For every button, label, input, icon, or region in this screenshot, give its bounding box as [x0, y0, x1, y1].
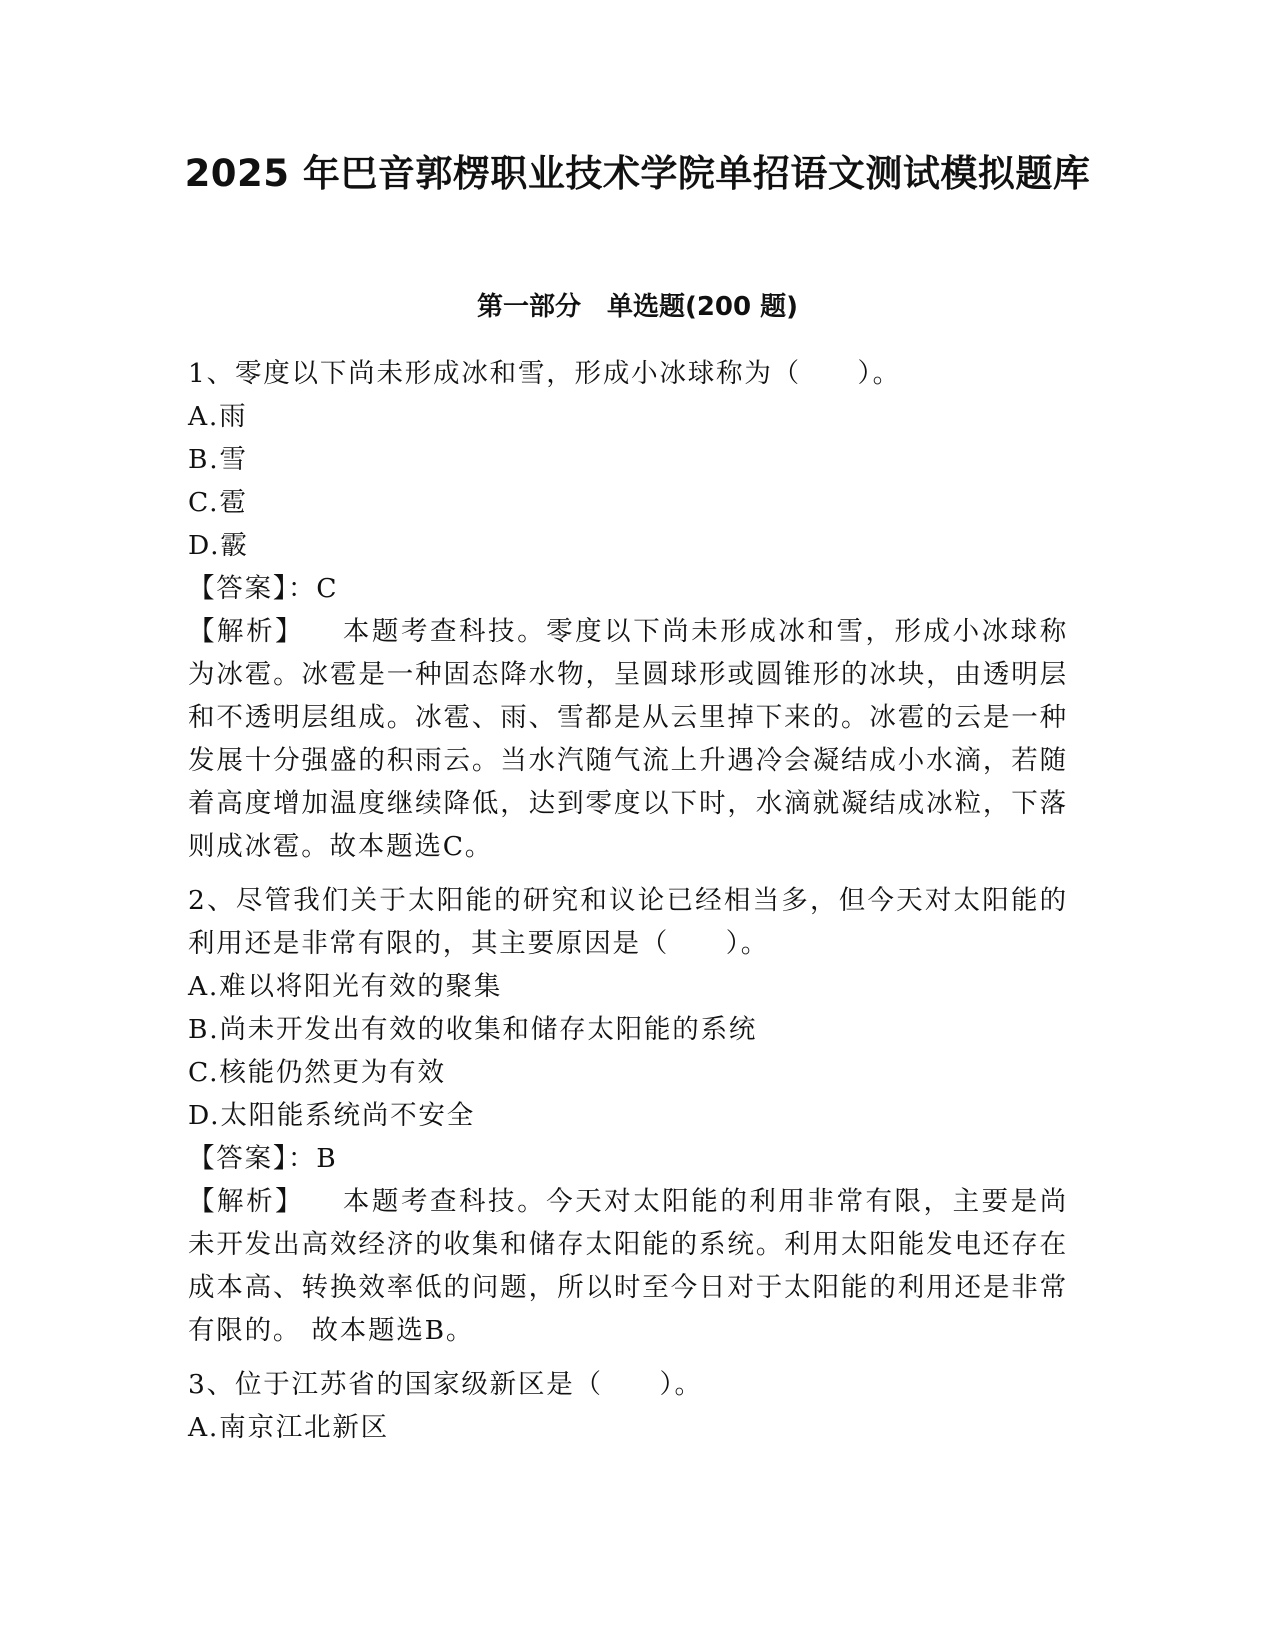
analysis-text: 本题考查科技。今天对太阳能的利用非常有限，主要是尚未开发出高效经济的收集和储存太阳能的系统。利用太阳能发电还存在成本高、转换效率低的问题，所以时至今日对于太阳能的利用还是非常有限的。 故本题选B。 [188, 1186, 1068, 1346]
analysis-paragraph [188, 1180, 1068, 1352]
analysis-text: 本题考查科技。零度以下尚未形成冰和雪，形成小冰球称为冰雹。冰雹是一种固态降水物，呈圆球形或圆锥形的冰块，由透明层和不透明层组成。冰雹、雨、雪都是从云里掉下来的。冰雹的云是一种发展十分强盛的积雨云。当水汽随气流上升遇冷会凝结成小水滴，若随着高度增加温度继续降低，达到零度以下时，水滴就凝结成冰粒，下落则成冰雹。故本题选C。 [188, 616, 1068, 862]
analysis-label: 【解析】 [188, 616, 305, 647]
option-d: D.霰 [188, 530, 249, 561]
analysis-label: 【解析】 [188, 1186, 305, 1217]
question-stem: 2、尽管我们关于太阳能的研究和议论已经相当多，但今天对太阳能的利用还是非常有限的，其主要原因是（ ）。 [188, 885, 1068, 959]
option-a: A.南京江北新区 [188, 1412, 389, 1443]
question-item [188, 1363, 1068, 1449]
question-item [188, 879, 1068, 1352]
question-stem: 3、位于江苏省的国家级新区是（ ）。 [188, 1369, 703, 1400]
answer-value: ：B [287, 1143, 338, 1174]
option-c: C.雹 [188, 487, 248, 518]
answer-label: 【答案】 [188, 1143, 288, 1174]
answer-label: 【答案】 [188, 573, 288, 604]
option-c: C.核能仍然更为有效 [188, 1057, 446, 1088]
answer-line [188, 567, 1068, 610]
option-a: A.雨 [188, 401, 248, 432]
option-b: B.雪 [188, 444, 248, 475]
answer-line [188, 1137, 1068, 1180]
answer-value: ：C [287, 573, 339, 604]
option-d: D.太阳能系统尚不安全 [188, 1100, 476, 1131]
analysis-paragraph [188, 610, 1068, 868]
document-title: 2025 年巴音郭楞职业技术学院单招语文测试模拟题库 [184, 152, 1091, 195]
question-item [188, 352, 1068, 868]
option-a: A.难以将阳光有效的聚集 [188, 971, 503, 1002]
question-list [188, 352, 1068, 1460]
section-heading: 第一部分 单选题(200 题) [476, 292, 799, 322]
option-b: B.尚未开发出有效的收集和储存太阳能的系统 [188, 1014, 758, 1045]
question-stem: 1、零度以下尚未形成冰和雪，形成小冰球称为（ ）。 [188, 358, 901, 389]
